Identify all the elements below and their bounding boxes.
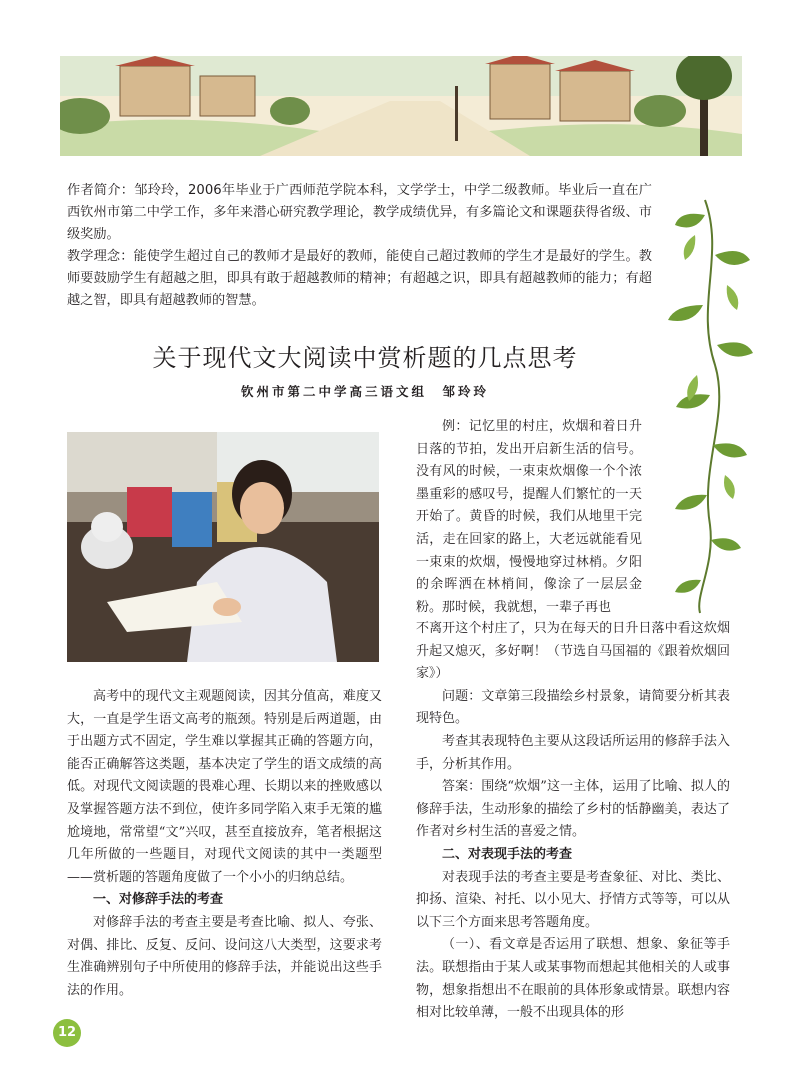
analysis-text: 考查其表现特色主要从这段话所运用的修辞手法入手，分析其作用。 [416, 733, 730, 772]
intro-paragraph: 高考中的现代文主观题阅读，因其分值高，难度又大，一直是学生语文高考的瓶颈。特别是后两道题，由于出题方式不固定，学生难以掌握其正确的答题方向，能否正确解答这类题，基本决定了学生的语文成绩的高低。对现代文阅读题的畏难心理、长期以来的挫败感以及掌握答题方法不到位，使许多同学陷入束手无策的尴尬境地，常常望“文”兴叹，甚至直接放弃，笔者根据这几年所做的一些题目，对现代文阅读的其中一类题型——赏析题的答题角度做了一个小小的归纳总结。 [67, 689, 382, 885]
section-heading-1: 一、对修辞手法的考查 [93, 892, 224, 908]
article-title: 关于现代文大阅读中赏析题的几点思考 [152, 344, 578, 372]
body-paragraph-2: 对修辞手法的考查主要是考查比喻、拟人、夸张、对偶、排比、反复、反问、设问这八大类型，这要求考生准确辨别句子中所使用的修辞手法，并能说出这些手法的作用。 [67, 914, 382, 998]
body-paragraph-4: （一）、看文章是否运用了联想、想象、象征等手法。联想指由于某人或某事物而想起其他相关的人或事物，想象指想出不在眼前的具体形象或情景。联想内容相对比较单薄，一般不出现具体的形 [416, 937, 730, 1021]
author-photo [67, 432, 379, 662]
article-byline: 钦州市第二中学高三语文组 邹玲玲 [240, 384, 489, 399]
author-intro-text: 作者简介：邹玲玲，2006年毕业于广西师范学院本科，文学学士，中学二级教师。毕业后一直在广西钦州市第二中学工作，多年来潜心研究教学理论，教学成绩优异，有多篇论文和课题获得省级、市级奖励。 [67, 183, 652, 242]
answer-text: 答案：围绕“炊烟”这一主体，运用了比喻、拟人的修辞手法，生动形象的描绘了乡村的恬静幽美，表达了作者对乡村生活的喜爱之情。 [416, 779, 730, 840]
body-paragraph-3: 对表现手法的考查主要是考查象征、对比、类比、抑扬、渲染、衬托、以小见大、抒情方式等等，可以从以下三个方面来思考答题角度。 [416, 869, 730, 930]
right-column-body [416, 618, 730, 1025]
example-passage-part1 [416, 416, 642, 619]
author-bio [67, 180, 652, 312]
vine-decoration [655, 195, 765, 615]
teaching-philosophy-text: 教学理念：能使学生超过自己的教师才是最好的教师，能使自己超过教师的学生才是最好的学生。教师要鼓励学生有超越之胆，即具有敢于超越教师的精神；有超越之识，即具有超越教师的能力；有超越之智，即具有超越教师的智慧。 [67, 249, 652, 308]
question-text: 问题：文章第三段描绘乡村景象，请简要分析其表现特色。 [416, 688, 730, 727]
page-number-badge: 12 [53, 1019, 81, 1047]
header-banner-illustration [60, 56, 742, 156]
example-text-part2: 不离开这个村庄了，只为在每天的日升日落中看这炊烟升起又熄灭，多好啊！（节选自马国福的《跟着炊烟回家》） [416, 621, 730, 682]
section-heading-2: 二、对表现手法的考查 [442, 846, 573, 862]
example-text-part1: 例：记忆里的村庄，炊烟和着日升日落的节拍，发出开启新生活的信号。没有风的时候，一束束炊烟像一个个浓墨重彩的感叹号，提醒人们繁忙的一天开始了。黄昏的时候，我们从地里干完活，走在回家的路上，大老远就能看见一束束的炊烟，慢慢地穿过林梢。夕阳的余晖洒在林梢间，像涂了一层层金粉。那时候，我就想，一辈子再也 [416, 419, 642, 615]
left-column-body [67, 686, 382, 1002]
